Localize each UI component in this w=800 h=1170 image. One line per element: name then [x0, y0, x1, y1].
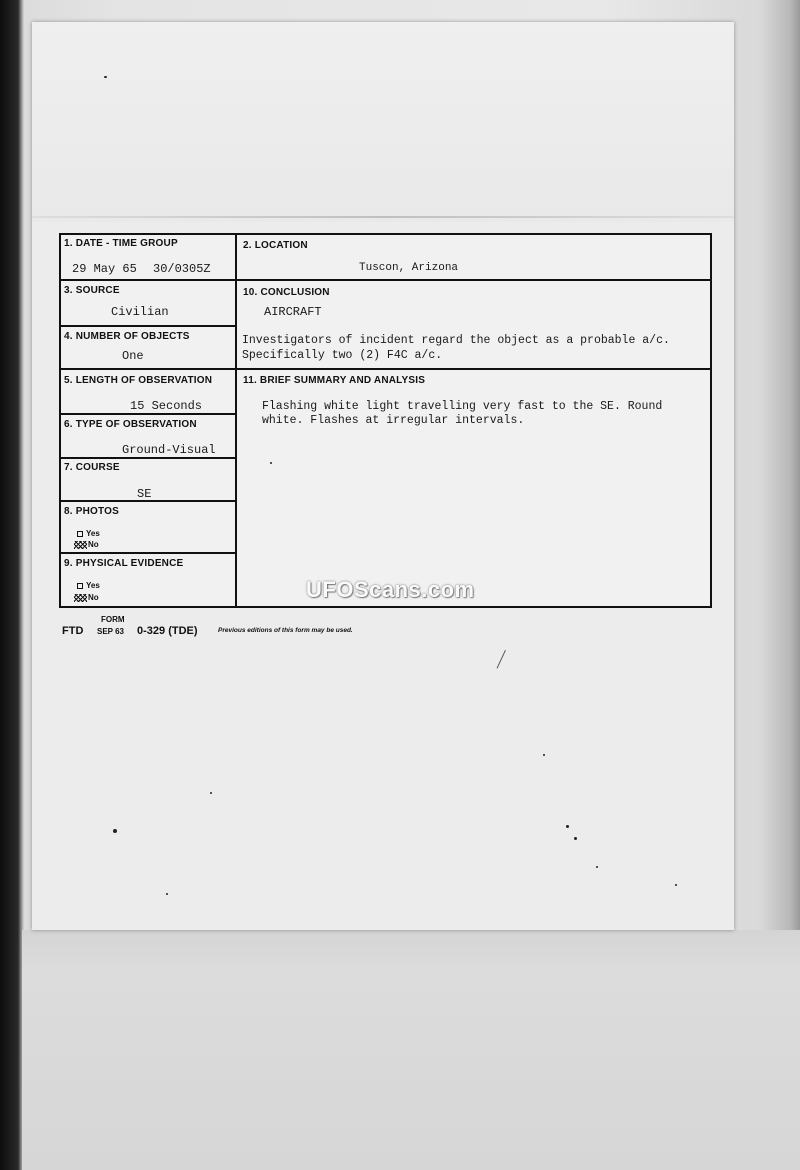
source-value: Civilian	[111, 305, 169, 319]
time-value: 30/0305Z	[153, 262, 211, 276]
form-date-code: SEP 63	[97, 627, 124, 636]
photos-no-option: No	[74, 540, 99, 549]
conclusion-note-line-1: Investigators of incident regard the object as a probable a/c.	[242, 334, 670, 347]
physical-evidence-no-option: No	[74, 593, 99, 602]
row-divider	[59, 457, 236, 459]
checkbox-empty-icon	[77, 531, 83, 537]
scan-speck	[104, 76, 107, 78]
length-of-observation-value: 15 Seconds	[130, 399, 203, 413]
conclusion-value: AIRCRAFT	[264, 305, 322, 319]
course-value: SE	[137, 487, 152, 501]
scan-speck	[210, 792, 212, 794]
scan-speck	[270, 462, 272, 464]
form-number: 0-329 (TDE)	[137, 625, 198, 637]
fold-line	[32, 216, 734, 218]
paper-top-area	[32, 22, 734, 222]
scan-speck	[574, 837, 577, 840]
number-of-objects-label: 4. NUMBER OF OBJECTS	[64, 331, 190, 342]
row-divider	[59, 325, 236, 327]
scan-speck	[596, 866, 598, 868]
checkbox-empty-icon	[77, 583, 83, 589]
brief-summary-line-1: Flashing white light travelling very fast to the SE. Round	[262, 400, 663, 413]
brief-summary-label: 11. BRIEF SUMMARY AND ANALYSIS	[243, 375, 426, 386]
physical-evidence-label: 9. PHYSICAL EVIDENCE	[64, 558, 184, 569]
underlying-sheet	[22, 930, 800, 1170]
scan-speck	[675, 884, 677, 886]
checkbox-marked-icon	[74, 594, 87, 602]
watermark: UFOScans.com	[306, 577, 475, 602]
source-label: 3. SOURCE	[64, 285, 120, 296]
form-word: FORM	[101, 615, 125, 624]
scan-speck	[166, 893, 168, 895]
location-label: 2. LOCATION	[243, 240, 308, 251]
course-label: 7. COURSE	[64, 462, 120, 473]
scan-speck	[113, 829, 117, 833]
row-divider	[59, 413, 236, 415]
scan-speck	[566, 825, 569, 828]
number-of-objects-value: One	[122, 349, 144, 363]
row-divider	[59, 279, 712, 281]
length-of-observation-label: 5. LENGTH OF OBSERVATION	[64, 375, 213, 386]
conclusion-label: 10. CONCLUSION	[243, 287, 330, 298]
row-divider	[59, 368, 712, 370]
photos-yes-option: Yes	[77, 529, 100, 538]
photos-label: 8. PHOTOS	[64, 506, 119, 517]
type-of-observation-label: 6. TYPE OF OBSERVATION	[64, 419, 197, 430]
type-of-observation-value: Ground-Visual	[122, 443, 216, 457]
row-divider	[59, 552, 236, 554]
scan-speck	[543, 754, 545, 756]
checkbox-marked-icon	[74, 541, 87, 549]
date-value: 29 May 65	[72, 262, 137, 276]
brief-summary-line-2: white. Flashes at irregular intervals.	[262, 414, 525, 427]
date-time-group-label: 1. DATE - TIME GROUP	[64, 238, 178, 249]
physical-evidence-yes-option: Yes	[77, 581, 100, 590]
ftd-label: FTD	[62, 625, 84, 637]
conclusion-note-line-2: Specifically two (2) F4C a/c.	[242, 349, 443, 362]
form-notice: Previous editions of this form may be used.	[218, 627, 353, 634]
location-value: Tuscon, Arizona	[359, 262, 459, 274]
